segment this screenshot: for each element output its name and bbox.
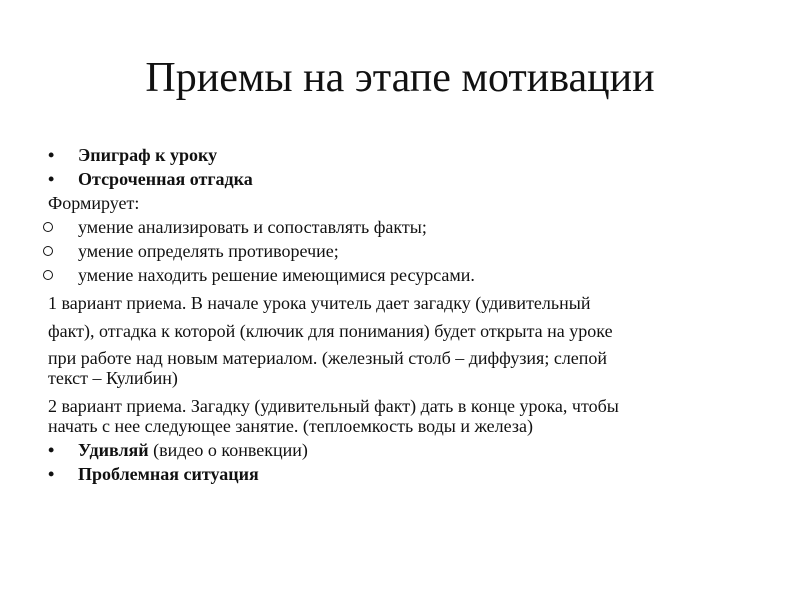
circle-bullet-icon <box>43 246 53 256</box>
slide-content <box>48 143 748 486</box>
bullet-dot: • <box>48 169 55 189</box>
bullet-item-problem-situation <box>48 462 748 486</box>
surprise-label: Удивляй <box>78 440 149 460</box>
variant-1-line: факт), отгадка к которой (ключик для понимания) будет открыта на уроке <box>48 321 613 341</box>
skill-item <box>48 215 748 239</box>
problem-situation-label: Проблемная ситуация <box>78 464 259 484</box>
bullet-item-delayed-answer <box>48 167 748 191</box>
delayed-answer-label: Отсроченная отгадка <box>78 169 253 189</box>
skill-text: умение находить решение имеющимися ресурсами. <box>78 265 475 285</box>
bullet-item-epigraph <box>48 143 748 167</box>
variant-2-line: начать с нее следующее занятие. (теплоемкость воды и железа) <box>48 416 533 436</box>
variant-1-line: текст – Кулибин) <box>48 368 178 388</box>
skill-item <box>48 263 748 287</box>
variant-1-paragraph <box>48 291 748 390</box>
slide-title: Приемы на этапе мотивации <box>145 55 655 101</box>
skill-text: умение анализировать и сопоставлять факты; <box>78 217 427 237</box>
bullet-item-surprise <box>48 438 748 462</box>
skill-item <box>48 239 748 263</box>
bullet-dot: • <box>48 145 55 165</box>
circle-bullet-icon <box>43 270 53 280</box>
surprise-note: (видео о конвекции) <box>148 440 308 460</box>
circle-bullet-icon <box>43 222 53 232</box>
variant-2-line: 2 вариант приема. Загадку (удивительный факт) дать в конце урока, чтобы <box>48 396 619 416</box>
variant-1-line: при работе над новым материалом. (железный столб – диффузия; слепой <box>48 348 608 368</box>
bullet-dot: • <box>48 440 55 460</box>
variant-1-line: 1 вариант приема. В начале урока учитель дает загадку (удивительный <box>48 293 591 313</box>
epigraph-label: Эпиграф к уроку <box>78 145 218 165</box>
variant-2-paragraph <box>48 394 748 438</box>
forms-label: Формирует: <box>48 193 140 213</box>
bullet-dot: • <box>48 464 55 484</box>
skill-text: умение определять противоречие; <box>78 241 339 261</box>
